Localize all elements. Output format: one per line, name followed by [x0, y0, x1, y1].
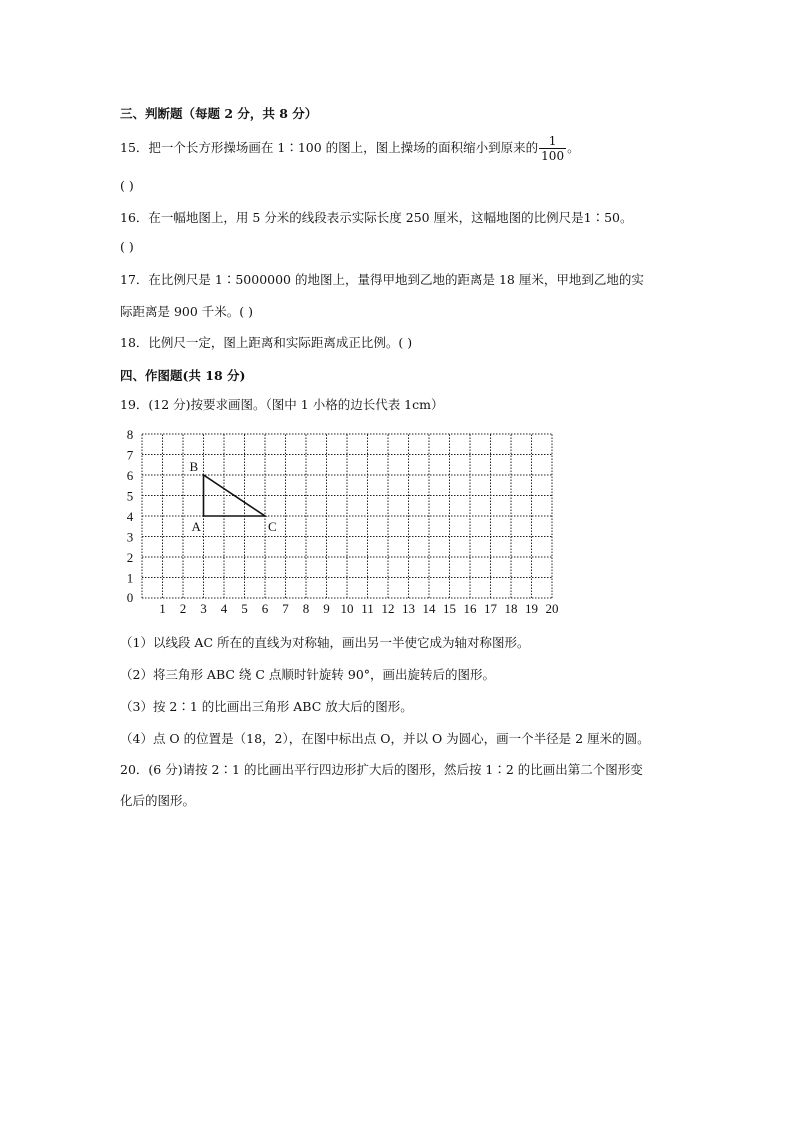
vertex-label-a: A [191, 519, 201, 534]
question-18: 18．比例尺一定，图上距离和实际距离成正比例。( ) [120, 335, 413, 350]
x-tick-label: 2 [179, 601, 187, 616]
x-tick-label: 6 [261, 601, 269, 616]
x-tick-label: 19 [525, 601, 538, 616]
x-tick-label: 15 [443, 601, 456, 616]
y-tick-label: 5 [126, 488, 134, 504]
question-15 [120, 134, 580, 163]
question-15-answer-blank: ( ) [120, 178, 134, 193]
question-16-answer-blank: ( ) [120, 239, 134, 254]
fraction-denominator: 100 [541, 149, 565, 163]
x-tick-label: 8 [302, 601, 310, 616]
x-tick-label: 9 [323, 601, 330, 616]
y-tick-label: 8 [126, 427, 134, 442]
y-tick-label: 6 [126, 468, 134, 483]
x-tick-label: 7 [282, 601, 289, 616]
question-19: 19．(12 分)按要求画图。（图中 1 小格的边长代表 1cm） [120, 397, 444, 412]
x-tick-label: 5 [241, 601, 248, 616]
x-tick-label: 4 [220, 601, 228, 616]
y-tick-label: 7 [126, 447, 134, 463]
x-tick-label: 20 [545, 601, 559, 616]
x-tick-label: 18 [504, 601, 518, 616]
question-20-line-1: 20．(6 分)请按 2∶1 的比画出平行四边形扩大后的图形，然后按 1∶2 的比画出第二个图形变 [120, 762, 643, 777]
x-tick-label: 17 [484, 601, 497, 616]
x-tick-label: 14 [422, 601, 436, 616]
question-19-item-1: （1）以线段 AC 所在的直线为对称轴，画出另一半使它成为轴对称图形。 [120, 635, 530, 650]
triangle-abc [204, 475, 266, 516]
y-tick-label: 2 [126, 550, 134, 565]
vertex-label-c: C [268, 519, 277, 534]
section-3-title: 三、判断题（每题 2 分，共 8 分） [120, 106, 318, 121]
question-20-line-2: 化后的图形。 [120, 793, 196, 808]
question-17-line-1: 17．在比例尺是 1∶5000000 的地图上，量得甲地到乙地的距离是 18 厘米，甲地到乙地的实 [120, 272, 644, 287]
x-tick-label: 10 [340, 601, 354, 616]
x-tick-label: 1 [159, 601, 166, 616]
fraction-numerator: 1 [539, 134, 566, 149]
x-tick-label: 11 [361, 601, 374, 616]
y-tick-label: 0 [126, 590, 134, 605]
y-tick-label: 4 [126, 509, 134, 524]
question-15-end: 。 [567, 140, 580, 155]
question-19-item-4: （4）点 O 的位置是（18，2），在图中标出点 O，并以 O 为圆心，画一个半径是 2 厘米的圆。 [120, 731, 650, 746]
coordinate-grid [118, 420, 568, 620]
x-tick-label: 13 [402, 601, 415, 616]
x-tick-label: 16 [463, 601, 477, 616]
question-19-item-3: （3）按 2∶1 的比画出三角形 ABC 放大后的图形。 [120, 699, 413, 714]
y-tick-label: 3 [126, 529, 134, 545]
question-17-line-2: 际距离是 900 千米。( ) [120, 304, 254, 319]
x-tick-label: 3 [200, 601, 207, 616]
vertex-label-b: B [189, 459, 199, 474]
fraction [539, 134, 566, 163]
y-tick-label: 1 [126, 570, 134, 586]
question-19-item-2: （2）将三角形 ABC 绕 C 点顺时针旋转 90°，画出旋转后的图形。 [120, 667, 496, 682]
x-tick-label: 12 [381, 601, 395, 616]
question-16: 16．在一幅地图上，用 5 分米的线段表示实际长度 250 厘米，这幅地图的比例尺是1∶50。 [120, 210, 633, 225]
section-4-title: 四、作图题(共 18 分) [120, 368, 246, 383]
question-15-text: 15．把一个长方形操场画在 1∶100 的图上，图上操场的面积缩小到原来的 [120, 140, 539, 155]
